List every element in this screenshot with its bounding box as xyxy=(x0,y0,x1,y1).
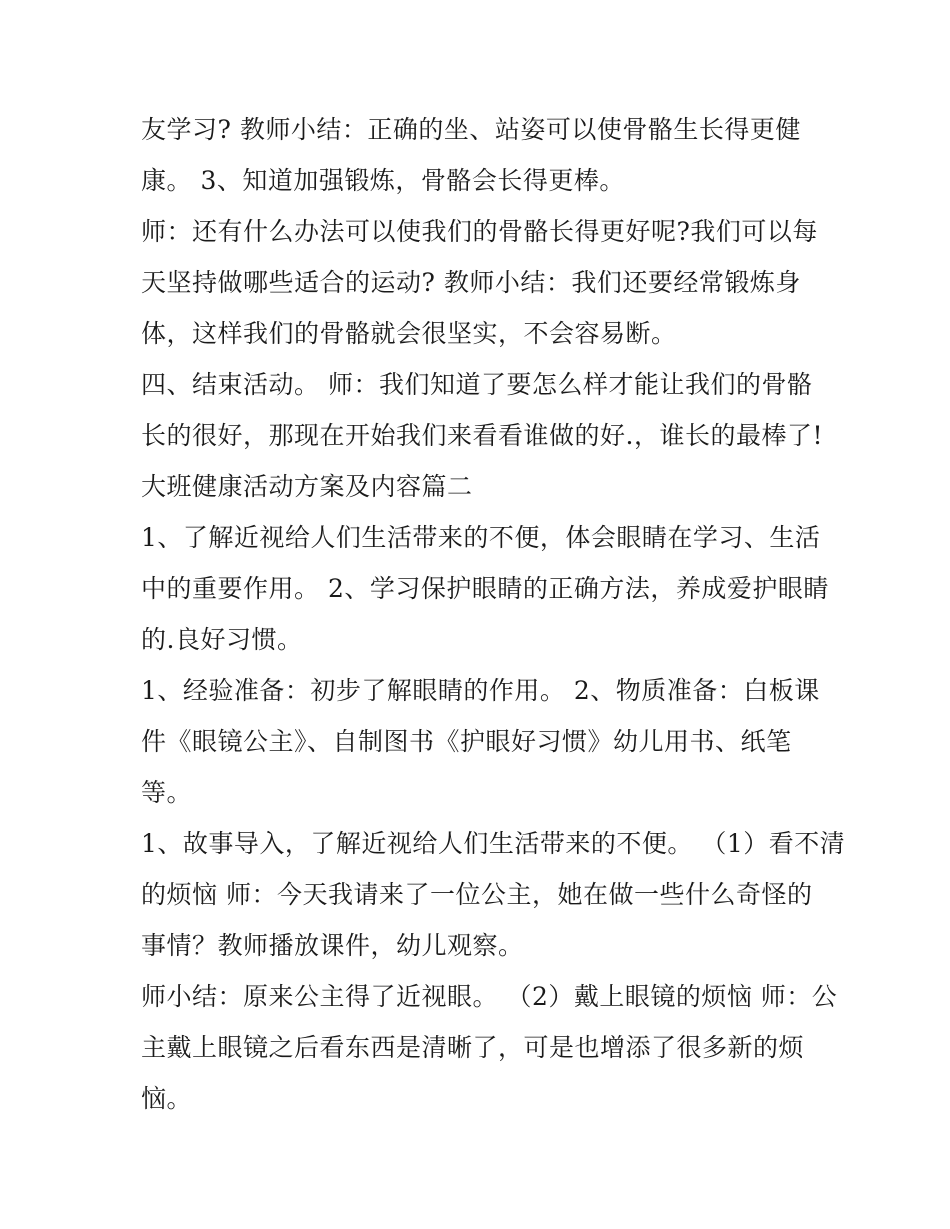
section-heading: 大班健康活动方案及内容篇二 xyxy=(141,472,473,501)
text-line: 长的很好，那现在开始我们来看看谁做的好.，谁长的最棒了! xyxy=(141,421,823,450)
text-line: 件《眼镜公主》、自制图书《护眼好习惯》幼儿用书、纸笔 xyxy=(141,727,792,756)
text-line: 等。 xyxy=(141,778,193,807)
text-line: 四、结束活动。 师：我们知道了要怎么样才能让我们的骨骼 xyxy=(141,370,813,399)
text-line: 友学习? 教师小结：正确的坐、站姿可以使骨骼生长得更健 xyxy=(141,115,801,144)
text-line: 的.良好习惯。 xyxy=(141,625,303,654)
text-line: 的烦恼 师：今天我请来了一位公主，她在做一些什么奇怪的 xyxy=(141,880,813,909)
text-line: 康。 3、知道加强锻炼，骨骼会长得更棒。 xyxy=(141,166,625,195)
text-line: 恼。 xyxy=(141,1084,193,1113)
document-body xyxy=(141,104,846,1124)
text-line: 事情？教师播放课件，幼儿观察。 xyxy=(141,931,524,960)
text-line: 1、故事导入，了解近视给人们生活带来的不便。 （1）看不清 xyxy=(141,829,846,858)
text-line: 体，这样我们的骨骼就会很坚实，不会容易断。 xyxy=(141,319,677,348)
text-line: 1、了解近视给人们生活带来的不便，体会眼睛在学习、生活 xyxy=(141,523,821,552)
text-line: 师：还有什么办法可以使我们的骨骼长得更好呢?我们可以每 xyxy=(141,217,818,246)
text-line: 天坚持做哪些适合的运动? 教师小结：我们还要经常锻炼身 xyxy=(141,268,801,297)
text-line: 师小结：原来公主得了近视眼。 （2）戴上眼镜的烦恼 师：公 xyxy=(141,982,838,1011)
text-line: 主戴上眼镜之后看东西是清晰了，可是也增添了很多新的烦 xyxy=(141,1033,805,1062)
text-line: 1、经验准备：初步了解眼睛的作用。 2、物质准备：白板课 xyxy=(141,676,820,705)
text-line: 中的重要作用。 2、学习保护眼睛的正确方法，养成爱护眼睛 xyxy=(141,574,829,603)
